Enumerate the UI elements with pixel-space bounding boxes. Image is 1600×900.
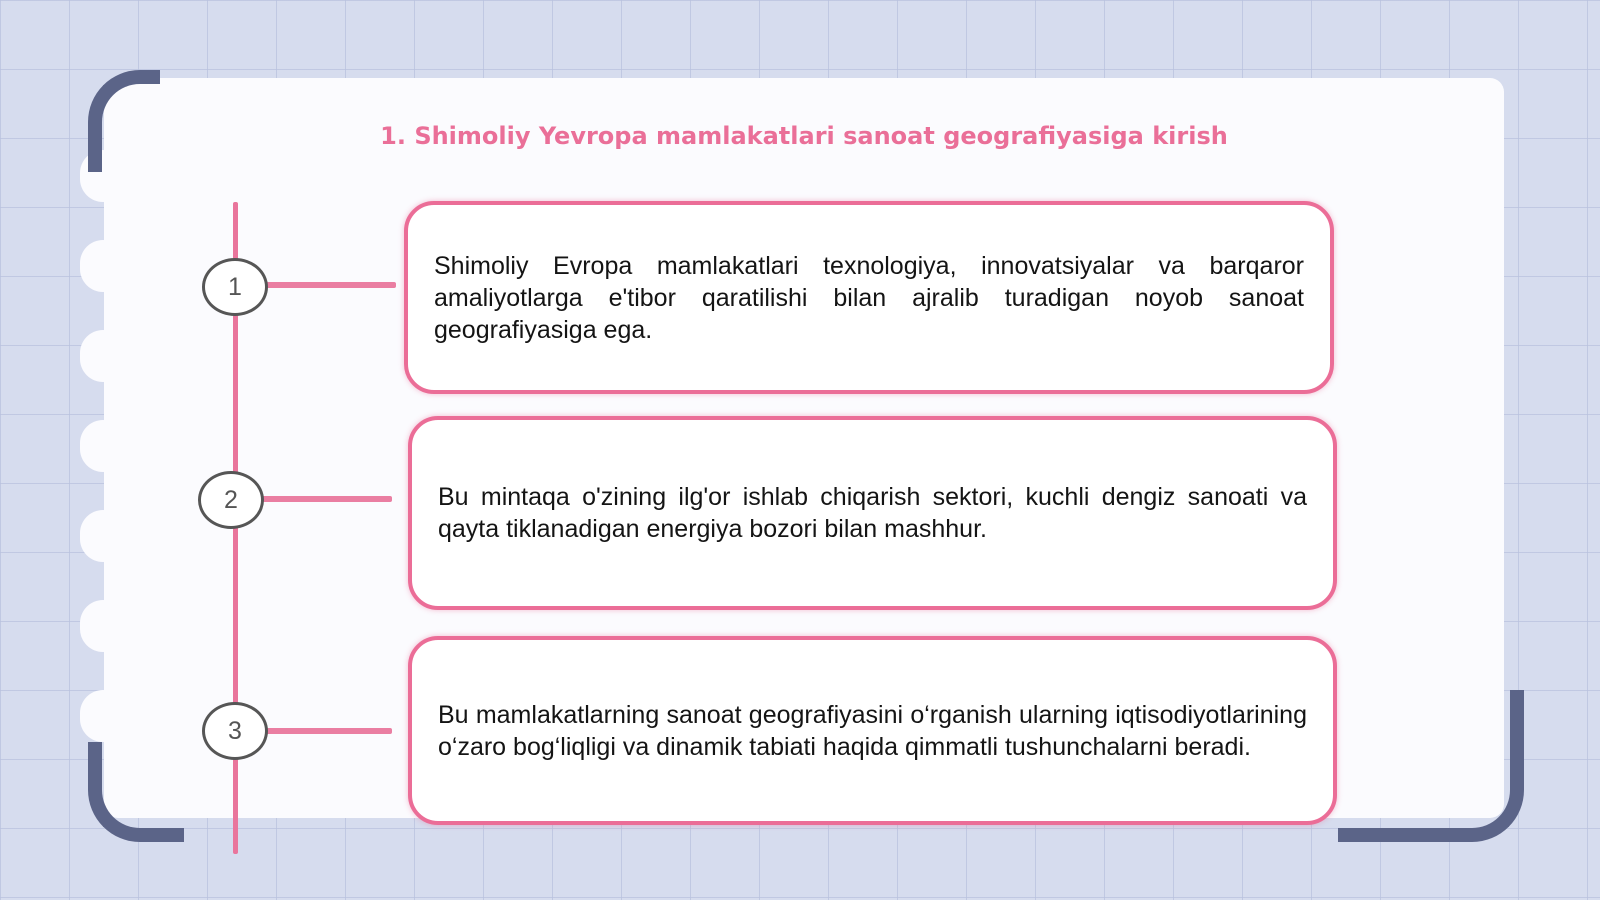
timeline-connector-2 — [262, 496, 392, 502]
info-box-text: Bu mintaqa o'zining ilg'or ishlab chiqarish sektori, kuchli dengiz sanoati va qayta tiklanadigan energiya bozori bilan mashhur. — [438, 483, 1307, 543]
corner-bracket-bottom-right — [1338, 690, 1524, 842]
timeline-connector-1 — [266, 282, 396, 288]
slide-title: 1. Shimoliy Yevropa mamlakatlari sanoat geografiyasiga kirish — [380, 122, 1228, 150]
info-box-text: Shimoliy Evropa mamlakatlari texnologiya, innovatsiyalar va barqaror amaliyotlarga e'tibor qaratilishi bilan ajralib turadigan noyob sanoat geografiyasiga ega. — [434, 251, 1304, 344]
notebook-edge-tab — [80, 690, 126, 742]
notebook-edge-tab — [80, 510, 126, 562]
info-box-1 — [404, 201, 1334, 394]
notebook-edge-tab — [80, 240, 126, 292]
info-box-text: Bu mamlakatlarning sanoat geografiyasini o‘rganish ularning iqtisodiyotlarining o‘zaro bog‘liqligi va dinamik tabiati haqida qimmatli tushunchalarni beradi. — [438, 700, 1307, 761]
notebook-edge-tab — [80, 420, 126, 472]
step-number-1: 1 — [202, 258, 268, 316]
step-number-2: 2 — [198, 471, 264, 529]
notebook-edge-tab — [80, 600, 126, 652]
notebook-edge-tab — [80, 330, 126, 382]
step-number-3: 3 — [202, 702, 268, 760]
corner-bracket-top-left — [88, 70, 160, 172]
info-box-3 — [408, 636, 1337, 825]
timeline-connector-3 — [266, 728, 392, 734]
info-box-2 — [408, 416, 1337, 610]
corner-bracket-bottom-left — [88, 742, 184, 842]
